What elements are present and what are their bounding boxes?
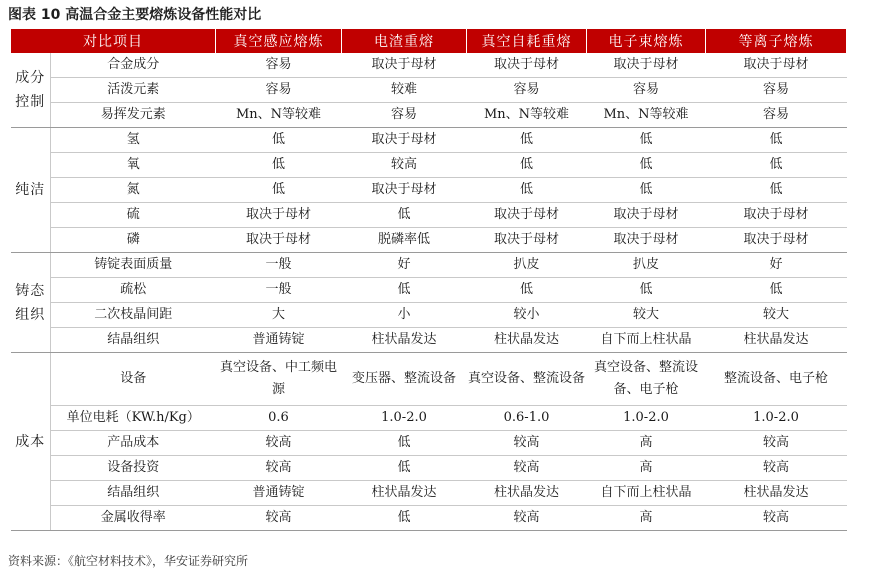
cell: 低 (587, 178, 706, 203)
cell: 普通铸锭 (216, 481, 342, 506)
cell: 容易 (706, 78, 847, 103)
header-compare-item: 对比项目 (11, 29, 216, 54)
cell: 取决于母材 (587, 203, 706, 228)
cell: 较小 (467, 303, 587, 328)
cell: 一般 (216, 253, 342, 278)
table-row (11, 506, 847, 531)
cell: 低 (706, 178, 847, 203)
cell: 1.0-2.0 (706, 406, 847, 431)
cell: 真空设备、整流设备 (467, 353, 587, 406)
cell: 较高 (216, 506, 342, 531)
cell: 取决于母材 (467, 228, 587, 253)
cell: 好 (706, 253, 847, 278)
cell: 较难 (342, 78, 467, 103)
cell: 0.6-1.0 (467, 406, 587, 431)
cell: 1.0-2.0 (342, 406, 467, 431)
cell: 较高 (467, 456, 587, 481)
cell: 真空设备、整流设备、电子枪 (587, 353, 706, 406)
figure-title: 图表 10 高温合金主要熔炼设备性能对比 (8, 7, 262, 23)
group-purity: 纯洁 (11, 128, 51, 253)
cell: 小 (342, 303, 467, 328)
cell: 柱状晶发达 (706, 481, 847, 506)
row-label: 氮 (51, 178, 216, 203)
cell: 容易 (342, 103, 467, 128)
cell: Mn、N等较难 (467, 103, 587, 128)
cell: 取决于母材 (587, 228, 706, 253)
cell: 取决于母材 (342, 178, 467, 203)
cell: 容易 (467, 78, 587, 103)
cell: 容易 (587, 78, 706, 103)
cell: 较高 (706, 506, 847, 531)
cell: 自下而上柱状晶 (587, 481, 706, 506)
cell: 较高 (706, 431, 847, 456)
cell: 取决于母材 (342, 128, 467, 153)
table-row (11, 178, 847, 203)
cell: 较高 (467, 431, 587, 456)
cell: 低 (342, 506, 467, 531)
group-composition: 成分控制 (11, 53, 51, 128)
row-label: 铸锭表面质量 (51, 253, 216, 278)
cell: 低 (342, 456, 467, 481)
table-row (11, 128, 847, 153)
cell: 整流设备、电子枪 (706, 353, 847, 406)
table-row (11, 481, 847, 506)
cell: 柱状晶发达 (467, 328, 587, 353)
row-label: 设备投资 (51, 456, 216, 481)
cell: 1.0-2.0 (587, 406, 706, 431)
cell: 容易 (706, 103, 847, 128)
cell: 较高 (706, 456, 847, 481)
table-row (11, 431, 847, 456)
cell: 一般 (216, 278, 342, 303)
cell: 取决于母材 (216, 203, 342, 228)
cell: 低 (706, 128, 847, 153)
cell: 取决于母材 (587, 53, 706, 78)
row-label: 金属收得率 (51, 506, 216, 531)
cell: 0.6 (216, 406, 342, 431)
header-var: 真空自耗重熔 (467, 29, 587, 54)
cell: 较大 (587, 303, 706, 328)
cell: 低 (342, 431, 467, 456)
row-label: 活泼元素 (51, 78, 216, 103)
cell: 取决于母材 (706, 53, 847, 78)
cell: 较高 (342, 153, 467, 178)
cell: 低 (467, 153, 587, 178)
cell: 柱状晶发达 (342, 328, 467, 353)
row-label: 产品成本 (51, 431, 216, 456)
row-label: 设备 (51, 353, 216, 406)
cell: 低 (342, 203, 467, 228)
cell: 低 (587, 278, 706, 303)
row-label: 磷 (51, 228, 216, 253)
row-label: 二次枝晶间距 (51, 303, 216, 328)
cell: 容易 (216, 78, 342, 103)
header-esr: 电渣重熔 (342, 29, 467, 54)
table-row (11, 153, 847, 178)
cell: 好 (342, 253, 467, 278)
row-label: 结晶组织 (51, 481, 216, 506)
cell: 取决于母材 (342, 53, 467, 78)
table-row (11, 103, 847, 128)
row-label: 合金成分 (51, 53, 216, 78)
cell: 脱磷率低 (342, 228, 467, 253)
table-row (11, 406, 847, 431)
table-row (11, 278, 847, 303)
cell: 柱状晶发达 (467, 481, 587, 506)
cell: 较高 (216, 431, 342, 456)
cell: 取决于母材 (706, 203, 847, 228)
cell: 低 (706, 278, 847, 303)
cell: 低 (706, 153, 847, 178)
cell: 低 (342, 278, 467, 303)
row-label: 结晶组织 (51, 328, 216, 353)
header-plasma: 等离子熔炼 (706, 29, 847, 54)
cell: 低 (467, 178, 587, 203)
table-row (11, 328, 847, 353)
cell: 低 (216, 178, 342, 203)
cell: 自下而上柱状晶 (587, 328, 706, 353)
cell: 低 (587, 153, 706, 178)
cell: 扒皮 (587, 253, 706, 278)
row-label: 硫 (51, 203, 216, 228)
cell: 较高 (216, 456, 342, 481)
cell: 低 (216, 128, 342, 153)
table-row (11, 53, 847, 78)
cell: 取决于母材 (706, 228, 847, 253)
row-label: 单位电耗（KW.h/Kg） (51, 406, 216, 431)
table-row (11, 353, 847, 406)
cell: 柱状晶发达 (342, 481, 467, 506)
cell: 大 (216, 303, 342, 328)
header-row (11, 29, 847, 54)
table-row (11, 78, 847, 103)
header-ebm: 电子束熔炼 (587, 29, 706, 54)
source-note: 资料来源：《航空材料技术》，华安证券研究所 (8, 554, 249, 568)
table-row (11, 253, 847, 278)
comparison-table (10, 28, 847, 531)
cell: 低 (216, 153, 342, 178)
comparison-table-wrap (10, 28, 846, 531)
group-structure: 铸态组织 (11, 253, 51, 353)
cell: 容易 (216, 53, 342, 78)
table-row (11, 203, 847, 228)
header-vim: 真空感应熔炼 (216, 29, 342, 54)
cell: 较高 (467, 506, 587, 531)
cell: 低 (587, 128, 706, 153)
cell: 低 (467, 128, 587, 153)
row-label: 易挥发元素 (51, 103, 216, 128)
cell: 普通铸锭 (216, 328, 342, 353)
cell: 取决于母材 (467, 53, 587, 78)
cell: 高 (587, 456, 706, 481)
cell: 较大 (706, 303, 847, 328)
cell: 真空设备、中工频电源 (216, 353, 342, 406)
cell: 取决于母材 (467, 203, 587, 228)
row-label: 氧 (51, 153, 216, 178)
cell: 取决于母材 (216, 228, 342, 253)
cell: Mn、N等较难 (216, 103, 342, 128)
cell: Mn、N等较难 (587, 103, 706, 128)
table-row (11, 303, 847, 328)
group-cost: 成本 (11, 353, 51, 531)
cell: 低 (467, 278, 587, 303)
row-label: 疏松 (51, 278, 216, 303)
cell: 高 (587, 431, 706, 456)
cell: 柱状晶发达 (706, 328, 847, 353)
cell: 高 (587, 506, 706, 531)
row-label: 氢 (51, 128, 216, 153)
cell: 变压器、整流设备 (342, 353, 467, 406)
cell: 扒皮 (467, 253, 587, 278)
table-row (11, 456, 847, 481)
table-row (11, 228, 847, 253)
